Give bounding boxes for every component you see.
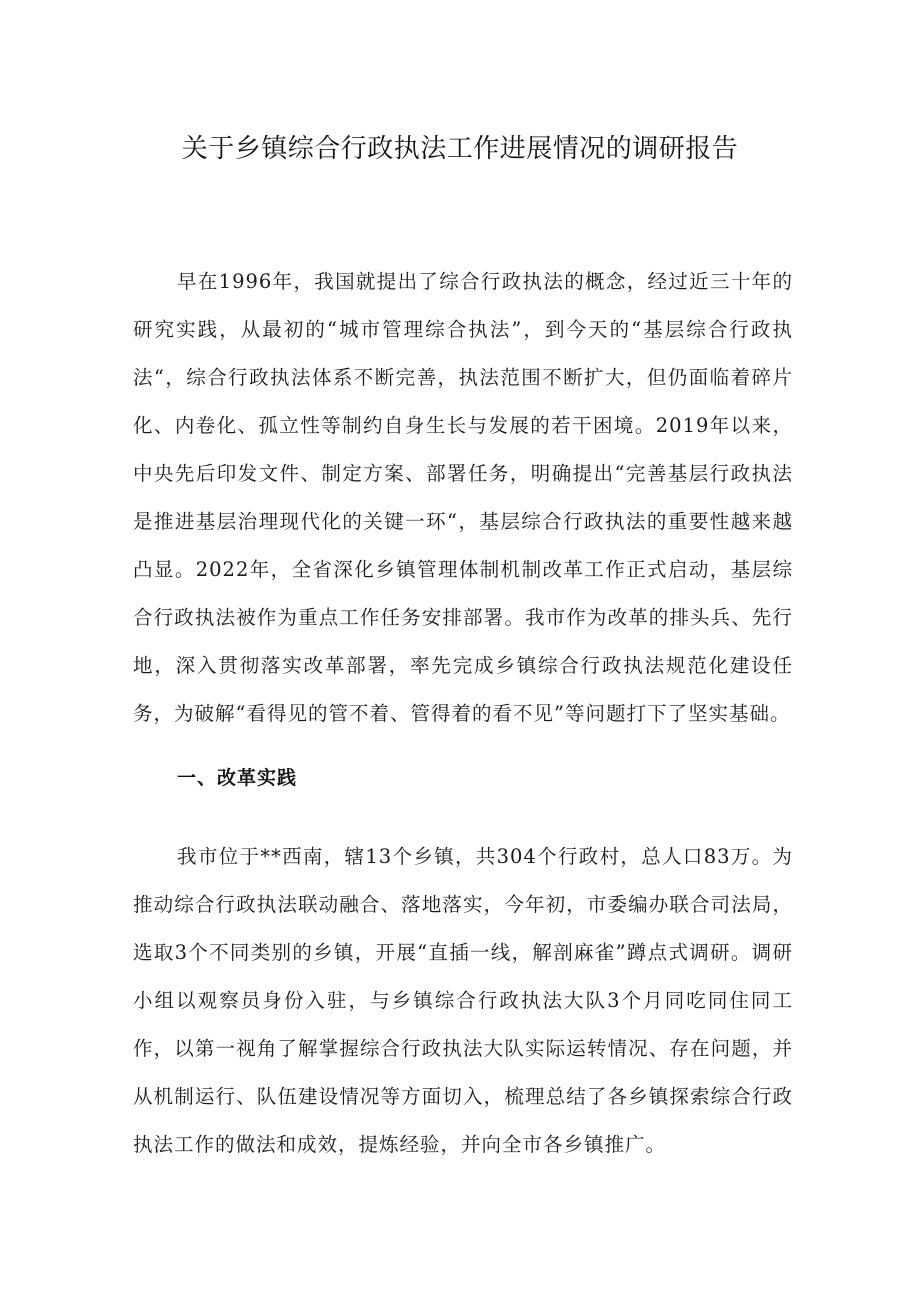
paragraph-practice: 我市位于**西南，辖13个乡镇，共304个行政村，总人口83万。为推动综合行政执法联动融合、落地落实，今年初，市委编办联合司法局，选取3个不同类别的乡镇，开展“直插一线，解剖麻雀”蹲点式调研。调研小组以观察员身份入驻，与乡镇综合行政执法大队3个月同吃同住同工作，以第一视角了解掌握综合行政执法大队实际运转情况、存在问题，并从机制运行、队伍建设情况等方面切入，梳理总结了各乡镇探索综合行政执法工作的做法和成效，提炼经验，并向全市各乡镇推广。 <box>133 845 793 1156</box>
paragraph-intro: 早在1996年，我国就提出了综合行政执法的概念，经过近三十年的研究实践，从最初的“城市管理综合执法”，到今天的“基层综合行政执法“，综合行政执法体系不断完善，执法范围不断扩大，但仍面临着碎片化、内卷化、孤立性等制约自身生长与发展的若干困境。2019年以来，中央先后印发文件、制定方案、部署任务，明确提出“完善基层行政执法是推进基层治理现代化的关键一环“，基层综合行政执法的重要性越来越凸显。2022年，全省深化乡镇管理体制机制改革工作正式启动，基层综合行政执法被作为重点工作任务安排部署。我市作为改革的排头兵、先行地，深入贯彻落实改革部署，率先完成乡镇综合行政执法规范化建设任务，为破解“看得见的管不着、管得着的看不见”等问题打下了坚实基础。 <box>133 270 793 725</box>
document-title: 关于乡镇综合行政执法工作进展情况的调研报告 <box>181 134 739 164</box>
section-heading: 一、改革实践 <box>177 767 298 789</box>
